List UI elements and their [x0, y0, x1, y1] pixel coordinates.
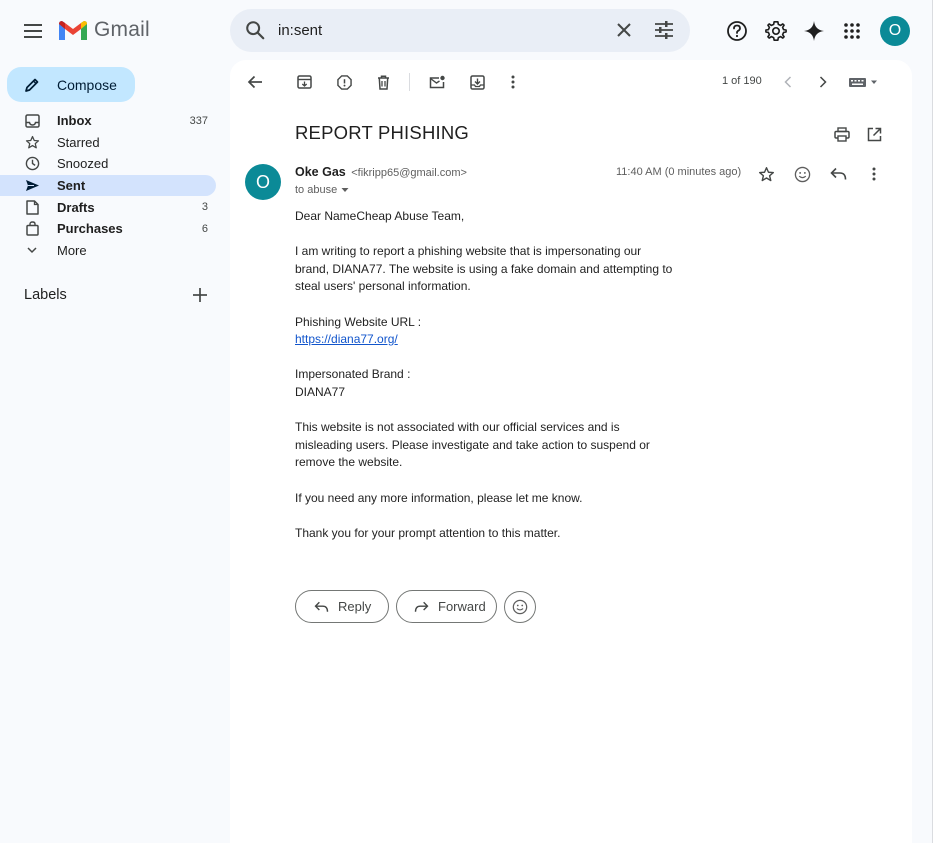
search-bar — [230, 9, 690, 52]
body-line: brand, DIANA77. The website is using a fake domain and attempting to — [295, 261, 673, 276]
main-menu-button[interactable] — [14, 12, 52, 50]
sender-info — [295, 165, 467, 179]
account-avatar[interactable]: O — [880, 16, 910, 46]
gmail-logo[interactable] — [58, 18, 150, 42]
print-icon[interactable] — [832, 124, 852, 144]
body-line: If you need any more information, please let me know. — [295, 490, 583, 505]
trash-icon[interactable] — [373, 72, 393, 92]
inbox-icon — [24, 113, 40, 129]
move-to-icon[interactable] — [467, 72, 487, 92]
add-reaction-button[interactable] — [504, 591, 536, 623]
back-arrow-icon[interactable] — [245, 72, 265, 92]
archive-icon[interactable] — [294, 72, 314, 92]
chevron-down-icon — [24, 242, 40, 258]
mark-unread-icon[interactable] — [427, 72, 447, 92]
message-more-icon[interactable] — [863, 163, 885, 185]
forward-button[interactable] — [396, 590, 497, 623]
hamburger-icon — [23, 24, 43, 38]
close-icon[interactable] — [614, 20, 634, 40]
sender-avatar[interactable]: O — [245, 164, 281, 200]
body-line: steal users' personal information. — [295, 279, 471, 294]
settings-gear-icon[interactable] — [761, 16, 791, 46]
draft-icon — [24, 199, 40, 215]
sidebar-item-label: Sent — [57, 178, 86, 194]
sidebar-item-more[interactable] — [0, 240, 216, 262]
clock-icon — [24, 156, 40, 172]
body-line: I am writing to report a phishing website that is impersonating our — [295, 244, 642, 259]
bag-icon — [24, 221, 40, 237]
gemini-sparkle-icon[interactable] — [799, 16, 829, 46]
email-body — [295, 208, 675, 542]
send-icon — [24, 178, 40, 194]
help-icon[interactable] — [722, 16, 752, 46]
compose-label: Compose — [57, 76, 117, 93]
plus-icon — [190, 285, 210, 305]
add-label-button[interactable] — [190, 285, 210, 305]
recipient-details[interactable] — [295, 184, 350, 196]
recipient-label: to abuse — [295, 184, 338, 196]
open-in-new-window-icon[interactable] — [864, 124, 884, 144]
sidebar-item-label: Drafts — [57, 199, 95, 215]
sidebar-item-drafts[interactable] — [0, 196, 216, 218]
sidebar-item-snoozed[interactable] — [0, 153, 216, 175]
body-line: remove the website. — [295, 455, 403, 470]
reply-icon — [314, 601, 329, 613]
draft-count: 3 — [201, 201, 208, 214]
body-line: DIANA77 — [295, 384, 346, 399]
message-view — [230, 60, 912, 843]
sender-email: <fikripp65@gmail.com> — [351, 167, 467, 179]
sidebar-item-label: Snoozed — [57, 156, 109, 172]
sidebar-item-label: More — [57, 242, 87, 258]
sidebar-item-sent[interactable] — [0, 175, 216, 197]
message-timestamp: 11:40 AM (0 minutes ago) — [616, 166, 742, 178]
sidebar-item-label: Inbox — [57, 113, 92, 129]
compose-button[interactable] — [7, 67, 135, 102]
body-line: Thank you for your prompt attention to this matter. — [295, 525, 561, 540]
app-name: Gmail — [94, 18, 150, 41]
reply-label: Reply — [338, 599, 372, 614]
search-options-icon[interactable] — [653, 20, 675, 40]
apps-grid-icon[interactable] — [837, 16, 867, 46]
reply-icon[interactable] — [827, 163, 849, 185]
sidebar-item-inbox[interactable] — [0, 110, 216, 132]
gmail-m-icon — [58, 19, 88, 42]
emoji-reaction-icon[interactable] — [791, 163, 813, 185]
sidebar-item-label: Purchases — [57, 221, 123, 237]
body-line: Phishing Website URL : — [295, 314, 422, 329]
labels-heading: Labels — [24, 287, 67, 303]
email-subject: REPORT PHISHING — [295, 122, 469, 143]
pencil-icon — [24, 77, 40, 93]
toolbar-divider — [409, 73, 410, 91]
phishing-url-link[interactable]: https://diana77.org/ — [295, 332, 398, 347]
chevron-left-icon[interactable] — [778, 72, 798, 92]
emoji-icon — [512, 599, 528, 615]
input-tools-icon[interactable] — [847, 72, 881, 92]
forward-label: Forward — [438, 599, 486, 614]
report-spam-icon[interactable] — [334, 72, 354, 92]
caret-down-icon — [340, 187, 350, 193]
body-line: This website is not associated with our official services and is — [295, 420, 620, 435]
unread-count: 337 — [189, 114, 208, 127]
forward-icon — [414, 601, 429, 613]
sidebar-nav — [0, 110, 230, 261]
search-input[interactable] — [278, 9, 578, 52]
star-icon — [24, 134, 40, 150]
pagination-count: 1 of 190 — [722, 75, 762, 87]
chevron-right-icon[interactable] — [813, 72, 833, 92]
body-line: Impersonated Brand : — [295, 367, 411, 382]
body-line: misleading users. Please investigate and take action to suspend or — [295, 437, 650, 452]
sidebar-item-label: Starred — [57, 134, 100, 150]
body-line: Dear NameCheap Abuse Team, — [295, 209, 465, 223]
sender-name[interactable]: Oke Gas — [295, 165, 346, 179]
star-outline-icon[interactable] — [755, 163, 777, 185]
sidebar-item-starred[interactable] — [0, 132, 216, 154]
more-vert-icon[interactable] — [503, 72, 523, 92]
sidebar-item-purchases[interactable] — [0, 218, 216, 240]
reply-button[interactable] — [295, 590, 389, 623]
search-icon[interactable] — [244, 19, 266, 41]
purchases-count: 6 — [201, 222, 208, 235]
